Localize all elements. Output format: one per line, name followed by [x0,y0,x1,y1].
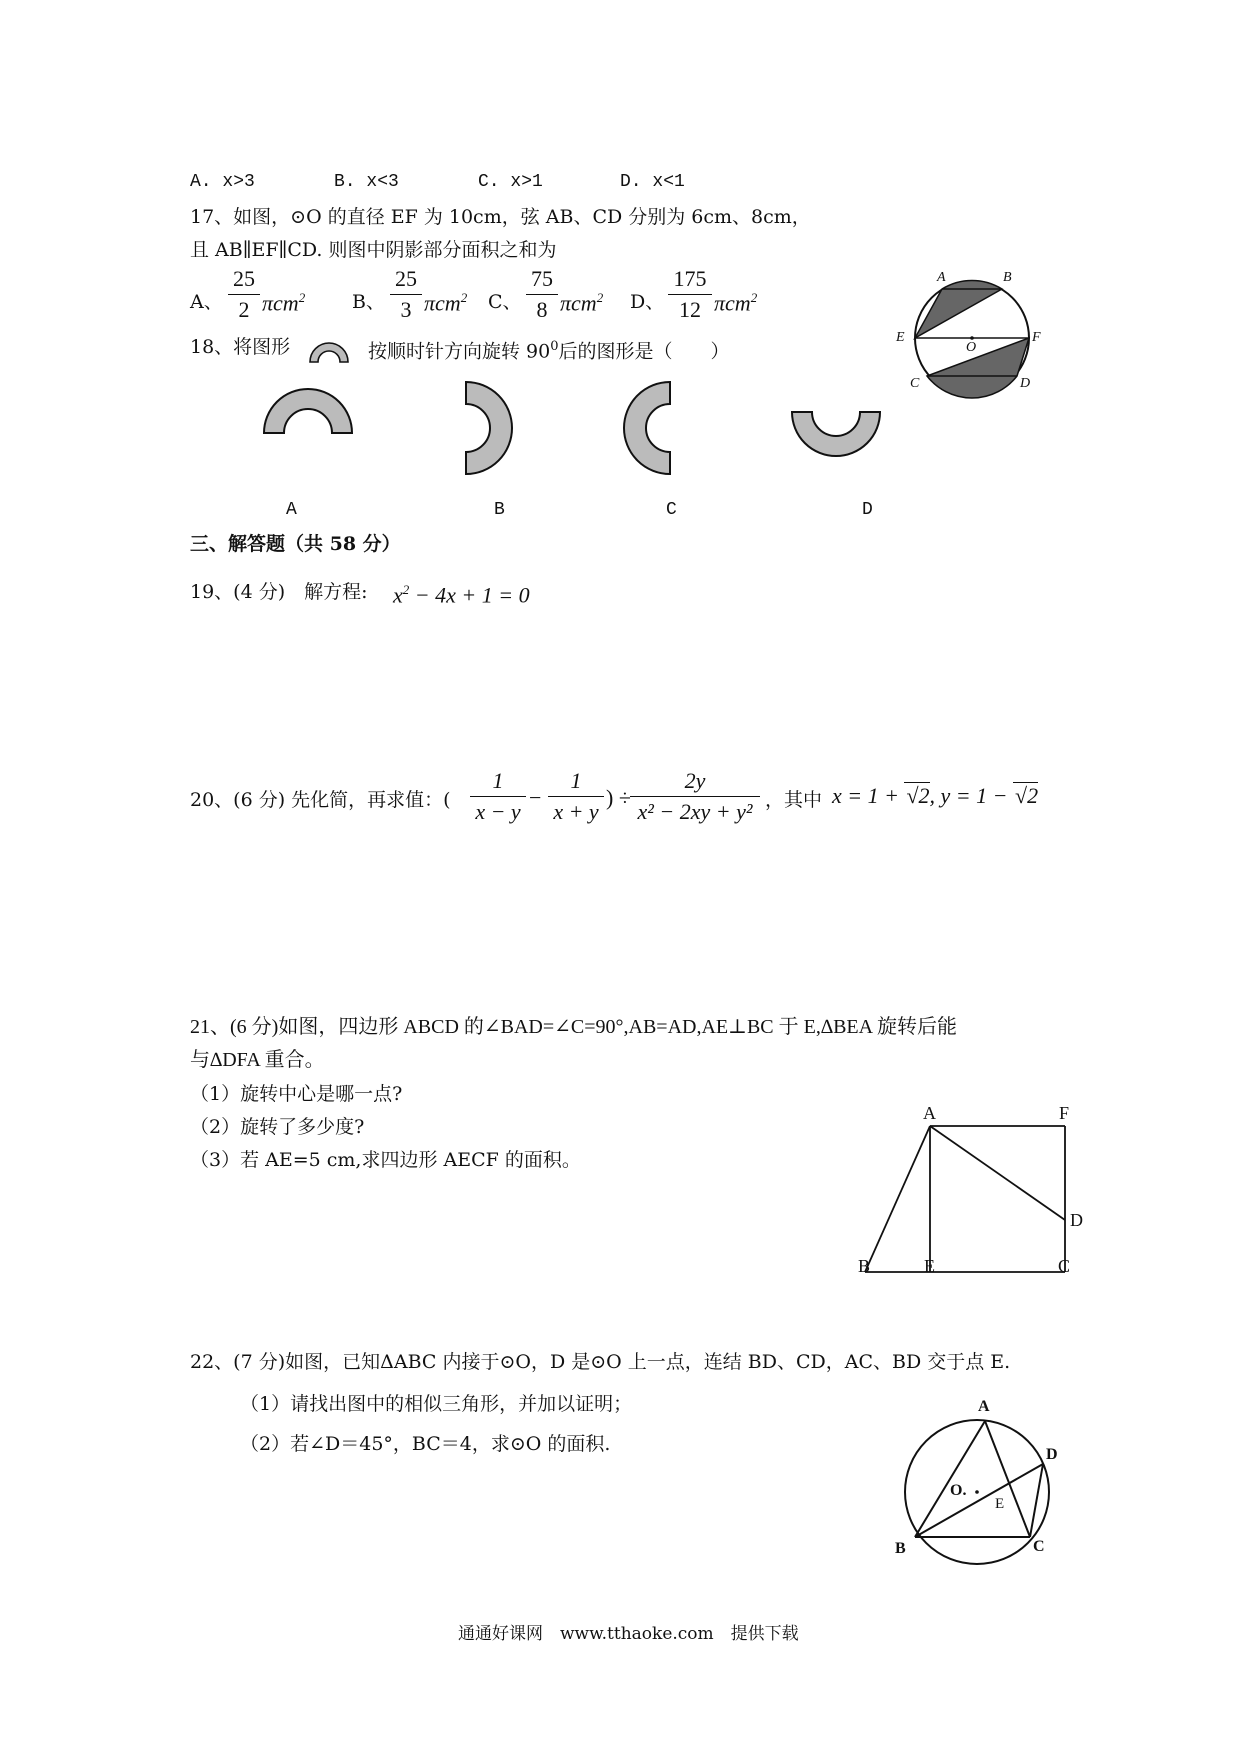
q20-tail: ，其中 [765,789,823,811]
q21-sub-2: （2）旋转了多少度? [190,1116,365,1138]
q22-label-e: E [995,1496,1005,1512]
q21-quadrilateral-figure [860,1116,1080,1286]
q18-suffix-a: 按顺时针方向旋转 90 [368,340,551,363]
q18-shape-c [634,378,674,478]
q20-label: 20、(6 分) 先化简，再求值：( [190,789,451,811]
q17-label-c: C [910,376,920,391]
q17-option-letter: D、 [630,291,665,313]
q17-option-unit-exp: 2 [460,290,468,305]
q18-shape-d [790,408,882,458]
q20-f3-den: x² − 2xy + y² [637,799,753,824]
q17-option-letter: A、 [190,291,223,313]
q18-choice-c: C [666,500,677,520]
q17-option-denominator: 3 [400,297,412,322]
q18-shape-a [262,387,354,437]
q20-divide: ) ÷ [606,785,631,810]
q21-label-a: A [923,1103,936,1123]
q17-option-numerator: 175 [673,266,707,291]
q18-prefix: 18、将图形 [190,336,291,358]
q20-minus: − [529,785,542,810]
q16-option-b: B. x<3 [334,172,399,192]
q22-label-b: B [895,1540,906,1557]
q21-sub-1: （1）旋转中心是哪一点? [190,1083,403,1105]
q20-fraction-1 [470,768,526,825]
q18-suffix-b: 后的图形是（ ） [558,340,730,363]
q17-option-unit-exp: 2 [596,290,604,305]
q17-option-unit [560,286,603,315]
q20-y-value: y = 1 − [940,783,1014,808]
q21-text-line2: 与∆DFA 重合。 [190,1049,325,1071]
q17-text-line2: 且 AB∥EF∥CD. 则图中阴影部分面积之和为 [190,239,557,261]
footer-text: 通通好课网 www.tthaoke.com 提供下载 [458,1624,799,1644]
q17-option-unit-text: πcm [560,290,597,316]
q21-label-e: E [924,1256,935,1276]
q21-label-c: C [1058,1256,1071,1276]
q17-option-unit-exp: 2 [298,290,306,305]
q17-option-fraction [526,266,558,323]
q20-f2-num: 1 [570,768,582,793]
q21-label-b: B [858,1256,871,1276]
q17-option-unit-text: πcm [714,290,751,316]
q21-sub-3: （3）若 AE=5 cm,求四边形 AECF 的面积。 [190,1149,581,1171]
q22-label-d: D [1046,1446,1058,1463]
q19-eq-x: x [393,582,403,608]
q19-eq-rest: − 4x + 1 = 0 [409,582,530,608]
q16-option-c: C. x>1 [478,172,543,192]
q18-choice-b: B [494,500,505,520]
q17-label-f: F [1032,330,1041,345]
q16-option-d: D. x<1 [620,172,685,192]
q20-y-sqrt: √2 [1015,783,1039,808]
q18-choice-a: A [286,500,297,520]
q17-option-letter: B、 [352,291,385,313]
q17-label-e: E [896,330,905,345]
q21-label-f: F [1059,1103,1070,1123]
q20-f1-den: x − y [475,799,521,824]
q20-comma: , [929,783,936,808]
q20-f2-den: x + y [553,799,599,824]
q17-option-unit-text: πcm [262,290,299,316]
q22-sub-1: （1）请找出图中的相似三角形，并加以证明； [240,1393,633,1415]
q22-circle-figure [895,1412,1055,1562]
q16-option-a: A. x>3 [190,172,255,192]
q17-option-denominator: 2 [238,297,250,322]
q20-x-value: x = 1 + [832,783,905,808]
q21-text-line1: 21、(6 分)如图，四边形 ABCD 的∠BAD=∠C=90°,AB=AD,AE⊥BC 于 E,∆BEA 旋转后能 [190,1016,957,1038]
q17-option-numerator: 75 [531,266,553,291]
q17-label-o: O [966,340,977,355]
q18-degree: 0 [550,339,559,354]
q18-shape-b [462,378,502,478]
q18-source-shape [307,338,351,366]
q17-option-numerator: 25 [395,266,417,291]
q17-option-denominator: 8 [536,297,548,322]
q22-sub-2: （2）若∠D＝45°，BC＝4，求⊙O 的面积. [240,1433,611,1455]
q17-text-line1: 17、如图，⊙O 的直径 EF 为 10cm，弦 AB、CD 分别为 6cm、8cm， [190,206,811,228]
q19-label: 19、(4 分) 解方程: [190,581,368,603]
q17-label-b: B [1003,270,1012,285]
q20-x-sqrt: √2 [906,783,930,808]
q17-option-fraction [390,266,422,323]
q20-f1-num: 1 [492,768,504,793]
q17-option-numerator: 25 [233,266,255,291]
q17-option-unit-text: πcm [424,290,461,316]
q18-choice-d: D [862,500,873,520]
q19-eq-exp: 2 [402,582,410,597]
q17-option-letter: C、 [488,291,522,313]
q17-option-unit-exp: 2 [750,290,758,305]
q20-fraction-2 [548,768,604,825]
q22-label-a: A [978,1398,990,1415]
q22-text-line1: 22、(7 分)如图，已知ΔABC 内接于⊙O，D 是⊙O 上一点，连结 BD、CD，AC、BD 交于点 E. [190,1351,1011,1373]
q17-label-d: D [1020,376,1031,391]
q22-label-c: C [1033,1538,1045,1555]
q18-suffix [368,335,730,363]
q17-label-a: A [937,270,946,285]
q20-f3-num: 2y [684,768,706,793]
q17-option-fraction [228,266,260,323]
q17-option-unit [714,286,757,315]
q20-values [832,784,1038,808]
q17-option-unit [262,286,305,315]
q17-option-unit [424,286,467,315]
section3-title: 三、解答题（共 58 分） [190,533,401,555]
q19-equation [393,578,530,607]
q17-option-denominator: 12 [679,297,701,322]
q21-label-d: D [1070,1210,1083,1230]
q17-option-fraction [668,266,712,323]
q22-label-o: O. [950,1482,967,1499]
q20-fraction-3 [630,768,760,825]
